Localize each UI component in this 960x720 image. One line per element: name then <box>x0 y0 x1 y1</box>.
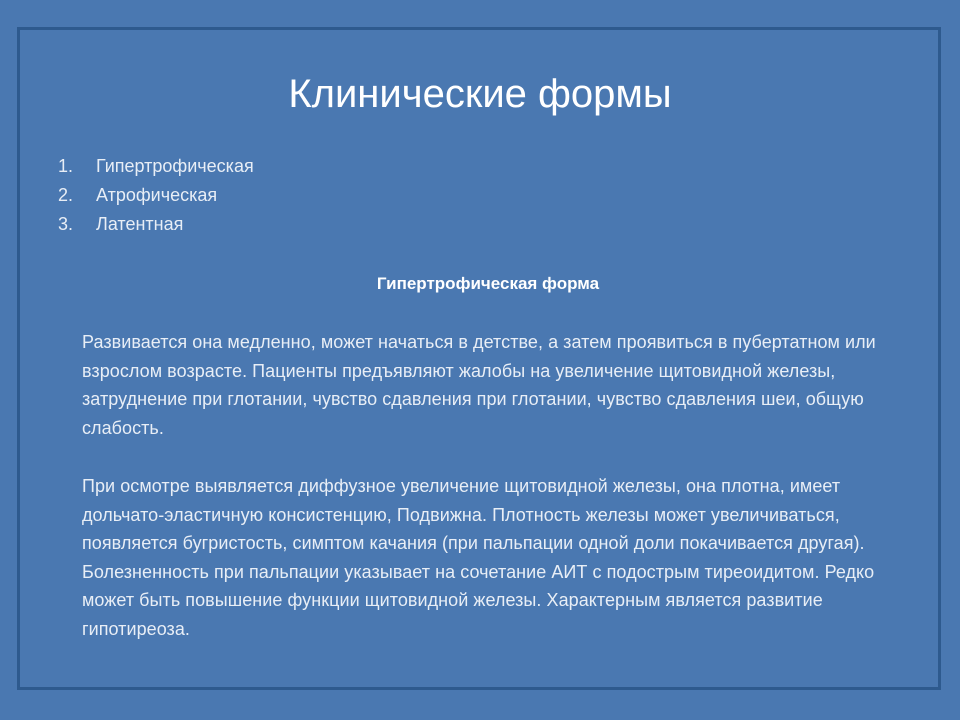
section-heading: Гипертрофическая форма <box>376 274 600 293</box>
paragraph-development: Развивается она медленно, может начаться в детстве, а затем проявиться в пубертатном или взрослом возрасте. Пациенты предъявляют жалобы на увеличение щитовидной железы, затруднение при глотании, чувство сдавления при глотании, чувство сдавления шеи, общую слабость. <box>82 332 876 438</box>
paragraph-examination: При осмотре выявляется диффузное увеличение щитовидной железы, она плотна, имеет дольчато-эластичную консистенцию, Подвижна. Плотность железы может увеличиваться, появляется бугристость, симптом качания (при пальпации одной доли покачивается другая). Болезненность при пальпации указывает на сочетание АИТ с подострым тиреоидитом. Редко может быть повышение функции щитовидной железы. Характерным является развитие гипотиреоза. <box>82 476 875 639</box>
list-item <box>58 210 254 239</box>
list-item-label: Латентная <box>96 214 184 234</box>
slide-title: Клинические формы <box>288 72 672 116</box>
list-item-number: 3. <box>58 214 74 234</box>
list-item <box>58 152 254 181</box>
list-item-number: 2. <box>58 185 74 205</box>
list-item-label: Атрофическая <box>96 185 218 205</box>
list-item <box>58 181 254 210</box>
list-item-number: 1. <box>58 156 74 176</box>
list-item-label: Гипертрофическая <box>96 156 254 176</box>
forms-list <box>58 152 254 239</box>
